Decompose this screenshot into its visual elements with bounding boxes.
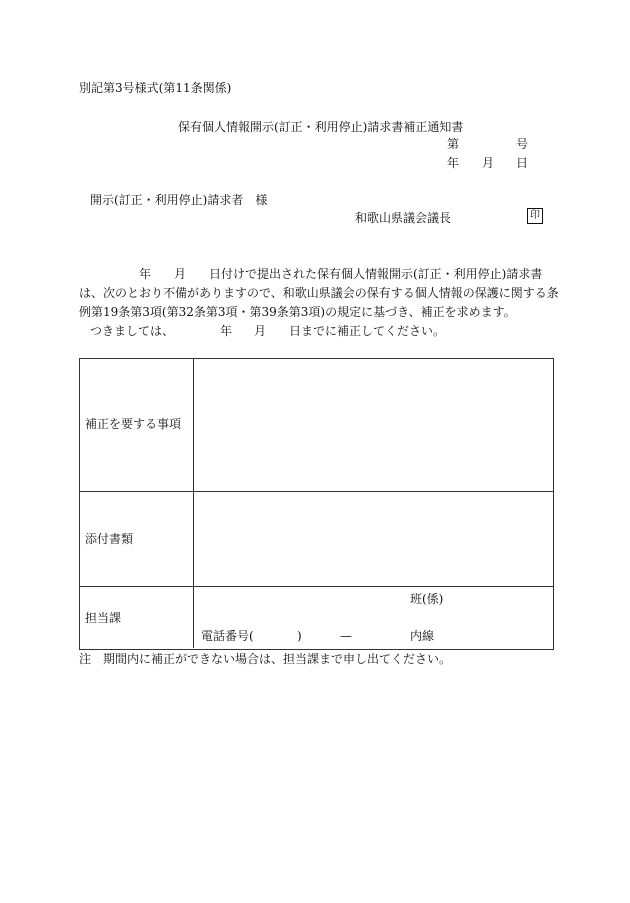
body-line4-text: 日までに補正してください。 xyxy=(289,324,446,338)
han-kakari: 班(係) xyxy=(410,592,444,606)
number-go: 号 xyxy=(516,137,529,151)
row-label-department: 担当課 xyxy=(85,611,122,625)
row-label-attachments: 添付書類 xyxy=(85,532,134,546)
body-line4-year: 年 xyxy=(220,324,233,338)
seal-mark: 印 xyxy=(527,208,543,224)
body-line2: は、次のとおり不備がありますので、和歌山県議会の保有する個人情報の保護に関する条 xyxy=(79,286,559,300)
date-day: 日 xyxy=(516,156,529,170)
document-title: 保有個人情報開示(訂正・利用停止)請求書補正通知書 xyxy=(178,120,464,134)
footnote: 注 期間内に補正ができない場合は、担当課まで申し出てください。 xyxy=(79,652,452,666)
body-line4-intro: つきましては、 xyxy=(90,324,175,338)
extension-label: 内線 xyxy=(410,629,435,643)
body-line1-year: 年 xyxy=(139,267,152,281)
date-month: 月 xyxy=(482,156,495,170)
row-label-correction-items: 補正を要する事項 xyxy=(85,417,182,431)
issuer: 和歌山県議会議長 xyxy=(355,211,452,225)
body-line1-text: 日付けで提出された保有個人情報開示(訂正・利用停止)請求書 xyxy=(209,267,543,281)
phone-close-paren: ) xyxy=(297,629,302,643)
number-dai: 第 xyxy=(447,137,460,151)
table-divider-row1 xyxy=(79,491,553,492)
recipient: 開示(訂正・利用停止)請求者 様 xyxy=(90,193,268,207)
body-line1-month: 月 xyxy=(174,267,187,281)
correction-table xyxy=(79,358,554,650)
form-label: 別記第3号様式(第11条関係) xyxy=(79,81,232,95)
phone-dash: — xyxy=(340,629,352,643)
body-line4-month: 月 xyxy=(254,324,267,338)
date-year: 年 xyxy=(447,156,460,170)
body-line3: 例第19条第3項(第32条第3項・第39条第3項)の規定に基づき、補正を求めます。 xyxy=(79,305,516,319)
table-divider-vertical xyxy=(193,358,194,648)
table-divider-row2 xyxy=(79,586,553,587)
phone-label: 電話番号( xyxy=(201,629,254,643)
